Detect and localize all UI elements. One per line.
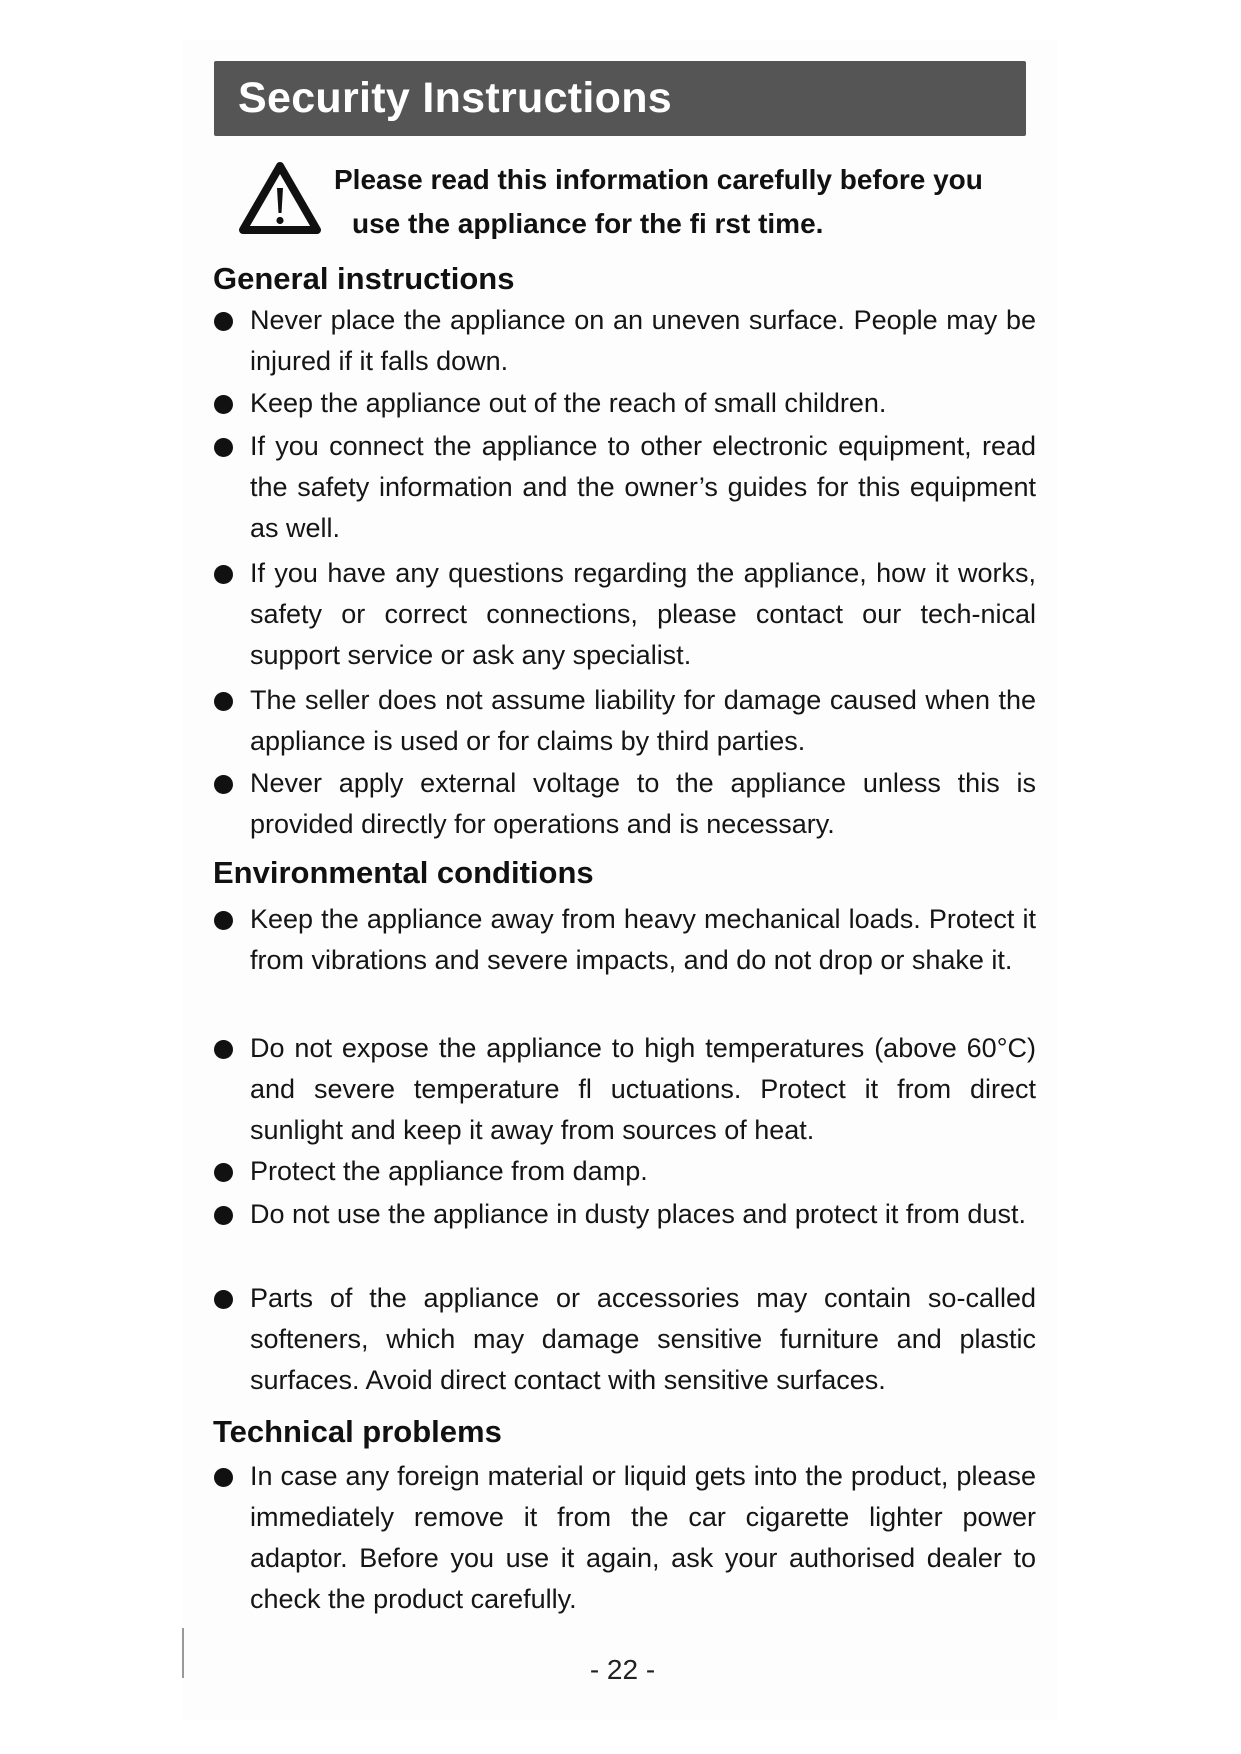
bullet-icon	[214, 692, 233, 711]
read-notice	[334, 158, 1034, 246]
bullet-icon	[214, 775, 233, 794]
list-item: If you have any questions regarding the appliance, how it works, safety or correct connections, please contact our tech-nical support service or ask any specialist.	[250, 558, 1036, 670]
bullet-icon	[214, 395, 233, 414]
list-item: Keep the appliance out of the reach of small children.	[250, 388, 887, 418]
list-item: Do not use the appliance in dusty places and protect it from dust.	[250, 1199, 1026, 1229]
list-item: Never place the appliance on an uneven surface. People may be injured if it falls down.	[250, 305, 1036, 376]
heading-environmental-conditions: Environmental conditions	[213, 855, 594, 890]
list-item: In case any foreign material or liquid gets into the product, please immediately remove it from the car cigarette lighter power adaptor. Before you use it again, ask your authorised dealer to check the product carefully.	[250, 1461, 1036, 1614]
heading-general-instructions: General instructions	[213, 261, 515, 296]
list-item: Keep the appliance away from heavy mechanical loads. Protect it from vibrations and severe impacts, and do not drop or shake it.	[250, 904, 1036, 975]
bullet-icon	[214, 1468, 233, 1487]
notice-line-2: use the appliance for the fi rst time.	[352, 208, 824, 239]
bullet-icon	[214, 1040, 233, 1059]
bullet-icon	[214, 1163, 233, 1182]
heading-technical-problems: Technical problems	[213, 1414, 502, 1449]
bullet-icon	[214, 1206, 233, 1225]
notice-line-1: Please read this information carefully before you	[334, 164, 983, 195]
page-number: - 22 -	[589, 1654, 656, 1685]
list-item: Parts of the appliance or accessories may contain so-called softeners, which may damage sensitive furniture and plastic surfaces. Avoid direct contact with sensitive surfaces.	[250, 1283, 1036, 1395]
bullet-icon	[214, 911, 233, 930]
warning-triangle-icon	[238, 160, 322, 236]
page-title: Security Instructions	[238, 74, 673, 122]
list-item: If you connect the appliance to other electronic equipment, read the safety information and the owner’s guides for this equipment as well.	[250, 431, 1036, 543]
bullet-icon	[214, 565, 233, 584]
bullet-icon	[214, 312, 233, 331]
bullet-icon	[214, 438, 233, 457]
list-item: Protect the appliance from damp.	[250, 1156, 648, 1186]
list-item: Do not expose the appliance to high temperatures (above 60°C) and severe temperature fl uctuations. Protect it from direct sunlight and keep it away from sources of heat.	[250, 1033, 1036, 1145]
title-bar	[214, 61, 1026, 136]
list-item: The seller does not assume liability for damage caused when the appliance is used or for claims by third parties.	[250, 685, 1036, 756]
bullet-icon	[214, 1290, 233, 1309]
list-item: Never apply external voltage to the appliance unless this is provided directly for operations and is necessary.	[250, 768, 1036, 839]
